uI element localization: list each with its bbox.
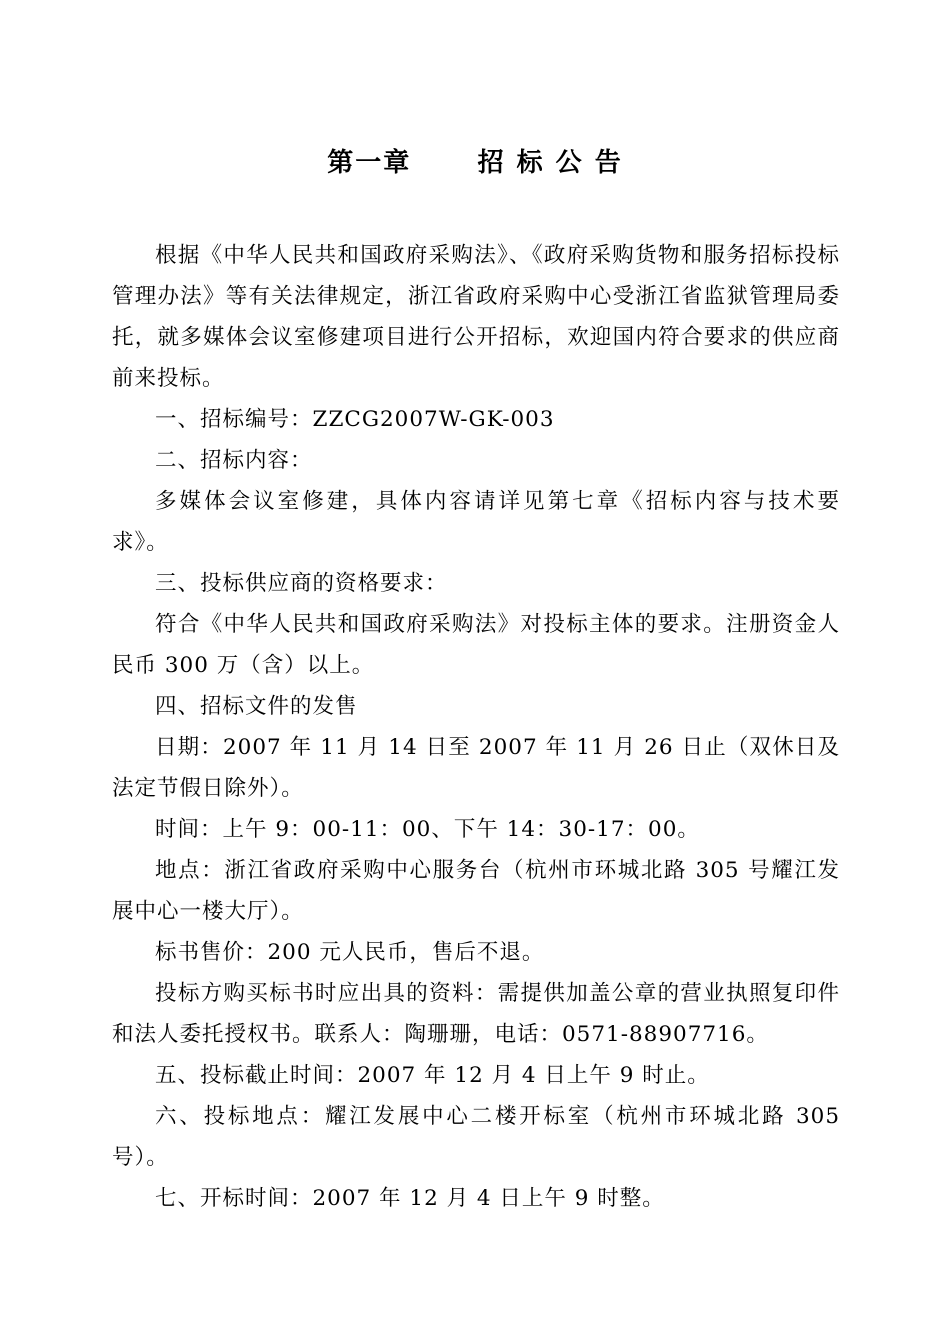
tender-number: 一、招标编号：ZZCG2007W-GK-003	[155, 407, 555, 432]
sale-time: 时间：上午 9：00-11：00、下午 14：30-17：00。	[155, 817, 700, 842]
announcement-body	[112, 235, 840, 1219]
opening-time: 七、开标时间：2007 年 12 月 4 日上午 9 时整。	[155, 1186, 665, 1211]
bid-location: 六、投标地点：耀江发展中心二楼开标室（杭州市环城北路 305 号）。	[112, 1104, 840, 1170]
required-materials: 投标方购买标书时应出具的资料：需提供加盖公章的营业执照复印件和法人委托授权书。联系人：陶珊珊，电话：0571-88907716。	[112, 981, 840, 1047]
document-sale-heading: 四、招标文件的发售	[155, 694, 358, 719]
sale-date: 日期：2007 年 11 月 14 日至 2007 年 11 月 26 日止（双休日及法定节假日除外）。	[112, 735, 840, 801]
intro-paragraph: 根据《中华人民共和国政府采购法》、《政府采购货物和服务招标投标管理办法》等有关法律规定，浙江省政府采购中心受浙江省监狱管理局委托，就多媒体会议室修建项目进行公开招标，欢迎国内符合要求的供应商前来投标。	[112, 243, 840, 391]
document-price: 标书售价：200 元人民币，售后不退。	[155, 940, 545, 965]
chapter-title: 第一章 招 标 公 告	[327, 148, 623, 178]
tender-content-heading: 二、招标内容：	[155, 448, 313, 473]
qualification-text: 符合《中华人民共和国政府采购法》对投标主体的要求。注册资金人民币 300 万（含）以上。	[112, 612, 840, 678]
bid-deadline: 五、投标截止时间：2007 年 12 月 4 日上午 9 时止。	[155, 1063, 710, 1088]
sale-location: 地点：浙江省政府采购中心服务台（杭州市环城北路 305 号耀江发展中心一楼大厅）。	[112, 858, 840, 924]
tender-content-text: 多媒体会议室修建，具体内容请详见第七章《招标内容与技术要求》。	[112, 489, 840, 555]
qualification-heading: 三、投标供应商的资格要求：	[155, 571, 448, 596]
